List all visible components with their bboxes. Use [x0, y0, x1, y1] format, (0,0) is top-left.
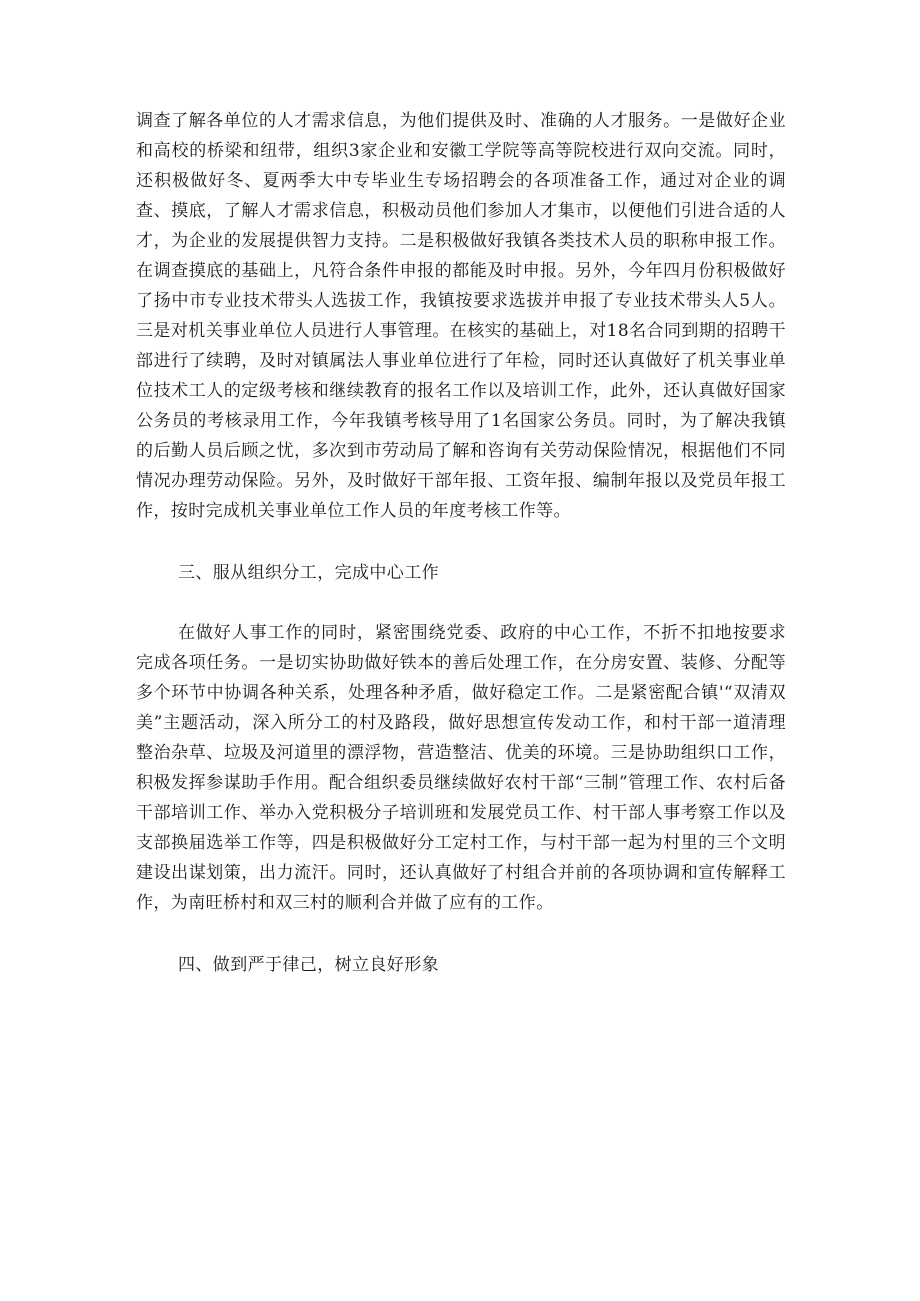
section-heading-3: 三、服从组织分工，完成中心工作 — [178, 563, 439, 583]
paragraph-central-work: 在做好人事工作的同时，紧密围绕党委、政府的中心工作，不折不扣地按要求完成各项任务。一是切实协助做好铁本的善后处理工作，在分房安置、装修、分配等多个环节中协调各种关系，处理各种矛盾，做好稳定工作。二是紧密配合镇'“双清双美”主题活动，深入所分工的村及路段，做好思想宣传发动工作，和村干部一道清理整治杂草、垃圾及河道里的漂浮物，营造整洁、优美的环境。三是协助组织口工作，积极发挥参谋助手作用。配合组织委员继续做好农村干部“三制”管理工作、农村后备干部培训工作、举办入党积极分子培训班和发展党员工作、村干部人事考察工作以及支部换届选举工作等，四是积极做好分工定村工作，与村干部一起为村里的三个文明建设出谋划策，出力流汗。同时，还认真做好了村组合并前的各项协调和宣传解释工作，为南旺桥村和双三村的顺利合并做了应有的工作。 — [136, 623, 786, 913]
document-body — [136, 106, 786, 1010]
paragraph-talent-services: 调查了解各单位的人才需求信息，为他们提供及时、准确的人才服务。一是做好企业和高校的桥梁和纽带，组织3家企业和安徽工学院等高等院校进行双向交流。同时，还积极做好冬、夏两季大中专毕业生专场招聘会的各项准备工作，通过对企业的调查、摸底，了解人才需求信息，积极动员他们参加人才集市，以便他们引进合适的人才，为企业的发展提供智力支持。二是积极做好我镇各类技术人员的职称申报工作。在调查摸底的基础上，凡符合条件申报的都能及时申报。另外，今年四月份积极做好了扬中市专业技术带头人选拔工作，我镇按要求选拔并申报了专业技术带头人5人。三是对机关事业单位人员进行人事管理。在核实的基础上，对18名合同到期的招聘干部进行了续聘，及时对镇属法人事业单位进行了年检，同时还认真做好了机关事业单位技术工人的定级考核和继续教育的报名工作以及培训工作，此外，还认真做好国家公务员的考核录用工作，今年我镇考核导用了1名国家公务员。同时，为了解决我镇的后勤人员后顾之忧，多次到市劳动局了解和咨询有关劳动保险情况，根据他们不同情况办理劳动保险。另外，及时做好干部年报、工资年报、编制年报以及党员年报工作，按时完成机关事业单位工作人员的年度考核工作等。 — [136, 111, 786, 521]
section-heading-4: 四、做到严于律己，树立良好形象 — [178, 955, 439, 975]
